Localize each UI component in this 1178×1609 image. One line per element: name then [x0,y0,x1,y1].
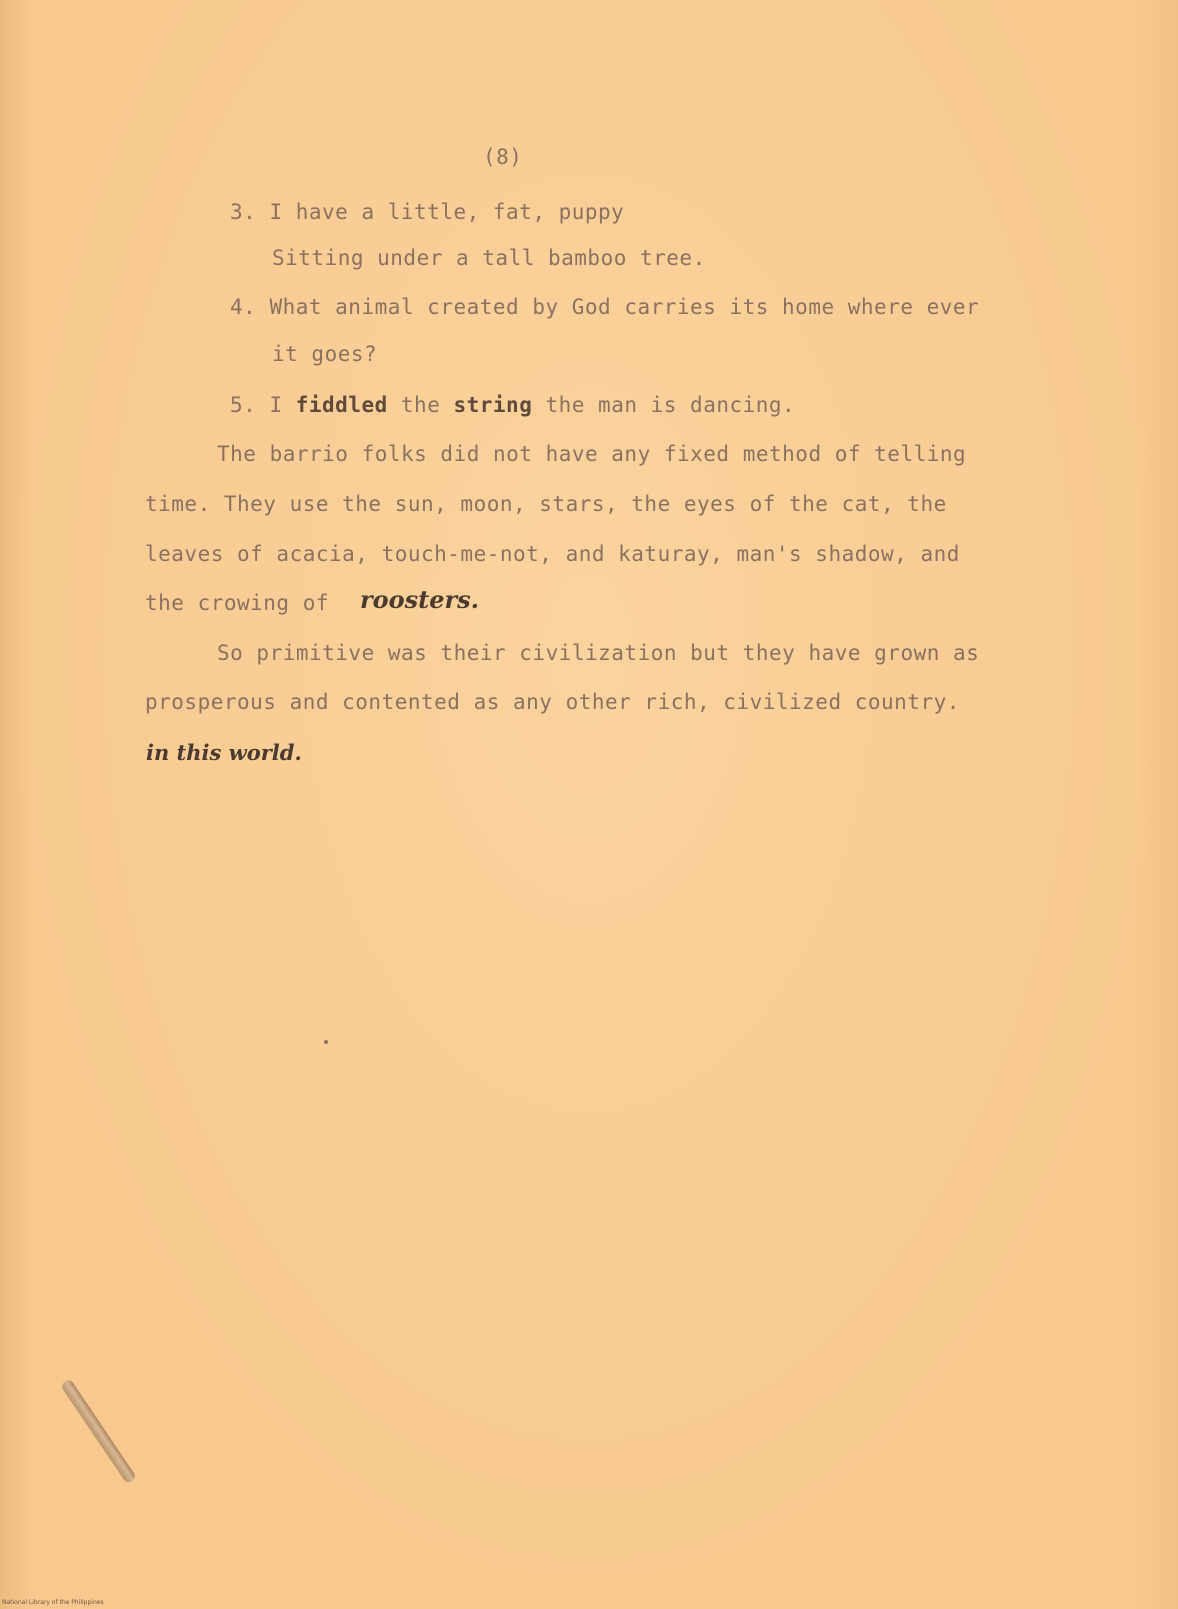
riddle-3-line-2: Sitting under a tall bamboo tree. [272,246,706,270]
riddle-3-line-1 [230,202,624,223]
paragraph-1-line-4 [145,593,329,614]
riddle-4-line-1 [230,297,979,318]
riddle-5-text-pre: I [269,393,296,417]
riddle-4-line-2: it goes? [272,342,378,366]
handwritten-in-this-world: in this world. [146,740,302,765]
riddle-5-text-post: the man is dancing. [532,393,796,417]
paragraph-1-line-1: The barrio folks did not have any fixed method of telling [217,442,967,466]
riddle-5-number: 5. [230,393,257,417]
paragraph-1-line-2: time. They use the sun, moon, stars, the eyes of the cat, the [145,492,947,516]
riddle-4-text: What animal created by God carries its home where ever [269,295,980,319]
riddle-5-word-string: string [453,393,533,417]
page-number: (8) [483,145,523,169]
paragraph-1-line-3: leaves of acacia, touch-me-not, and katuray, man's shadow, and [145,542,960,566]
riddle-3-text: I have a little, fat, puppy [269,200,625,224]
paragraph-2-line-2: prosperous and contented as any other rich, civilized country. [145,690,960,714]
footer-watermark: National Library of the Philippines [2,1599,104,1606]
handwritten-roosters: roosters. [360,585,480,614]
riddle-5-word-fiddled: fiddled [295,393,388,417]
pencil-stroke-mark [60,1378,137,1484]
riddle-3-number: 3. [230,200,257,224]
riddle-5-line [230,395,795,416]
paragraph-1-line-4-typed: the crowing of [145,591,330,615]
paragraph-2-line-1: So primitive was their civilization but they have grown as [217,641,980,665]
riddle-4-number: 4. [230,295,257,319]
ink-speck [324,1040,328,1044]
riddle-5-text-mid: the [387,393,454,417]
